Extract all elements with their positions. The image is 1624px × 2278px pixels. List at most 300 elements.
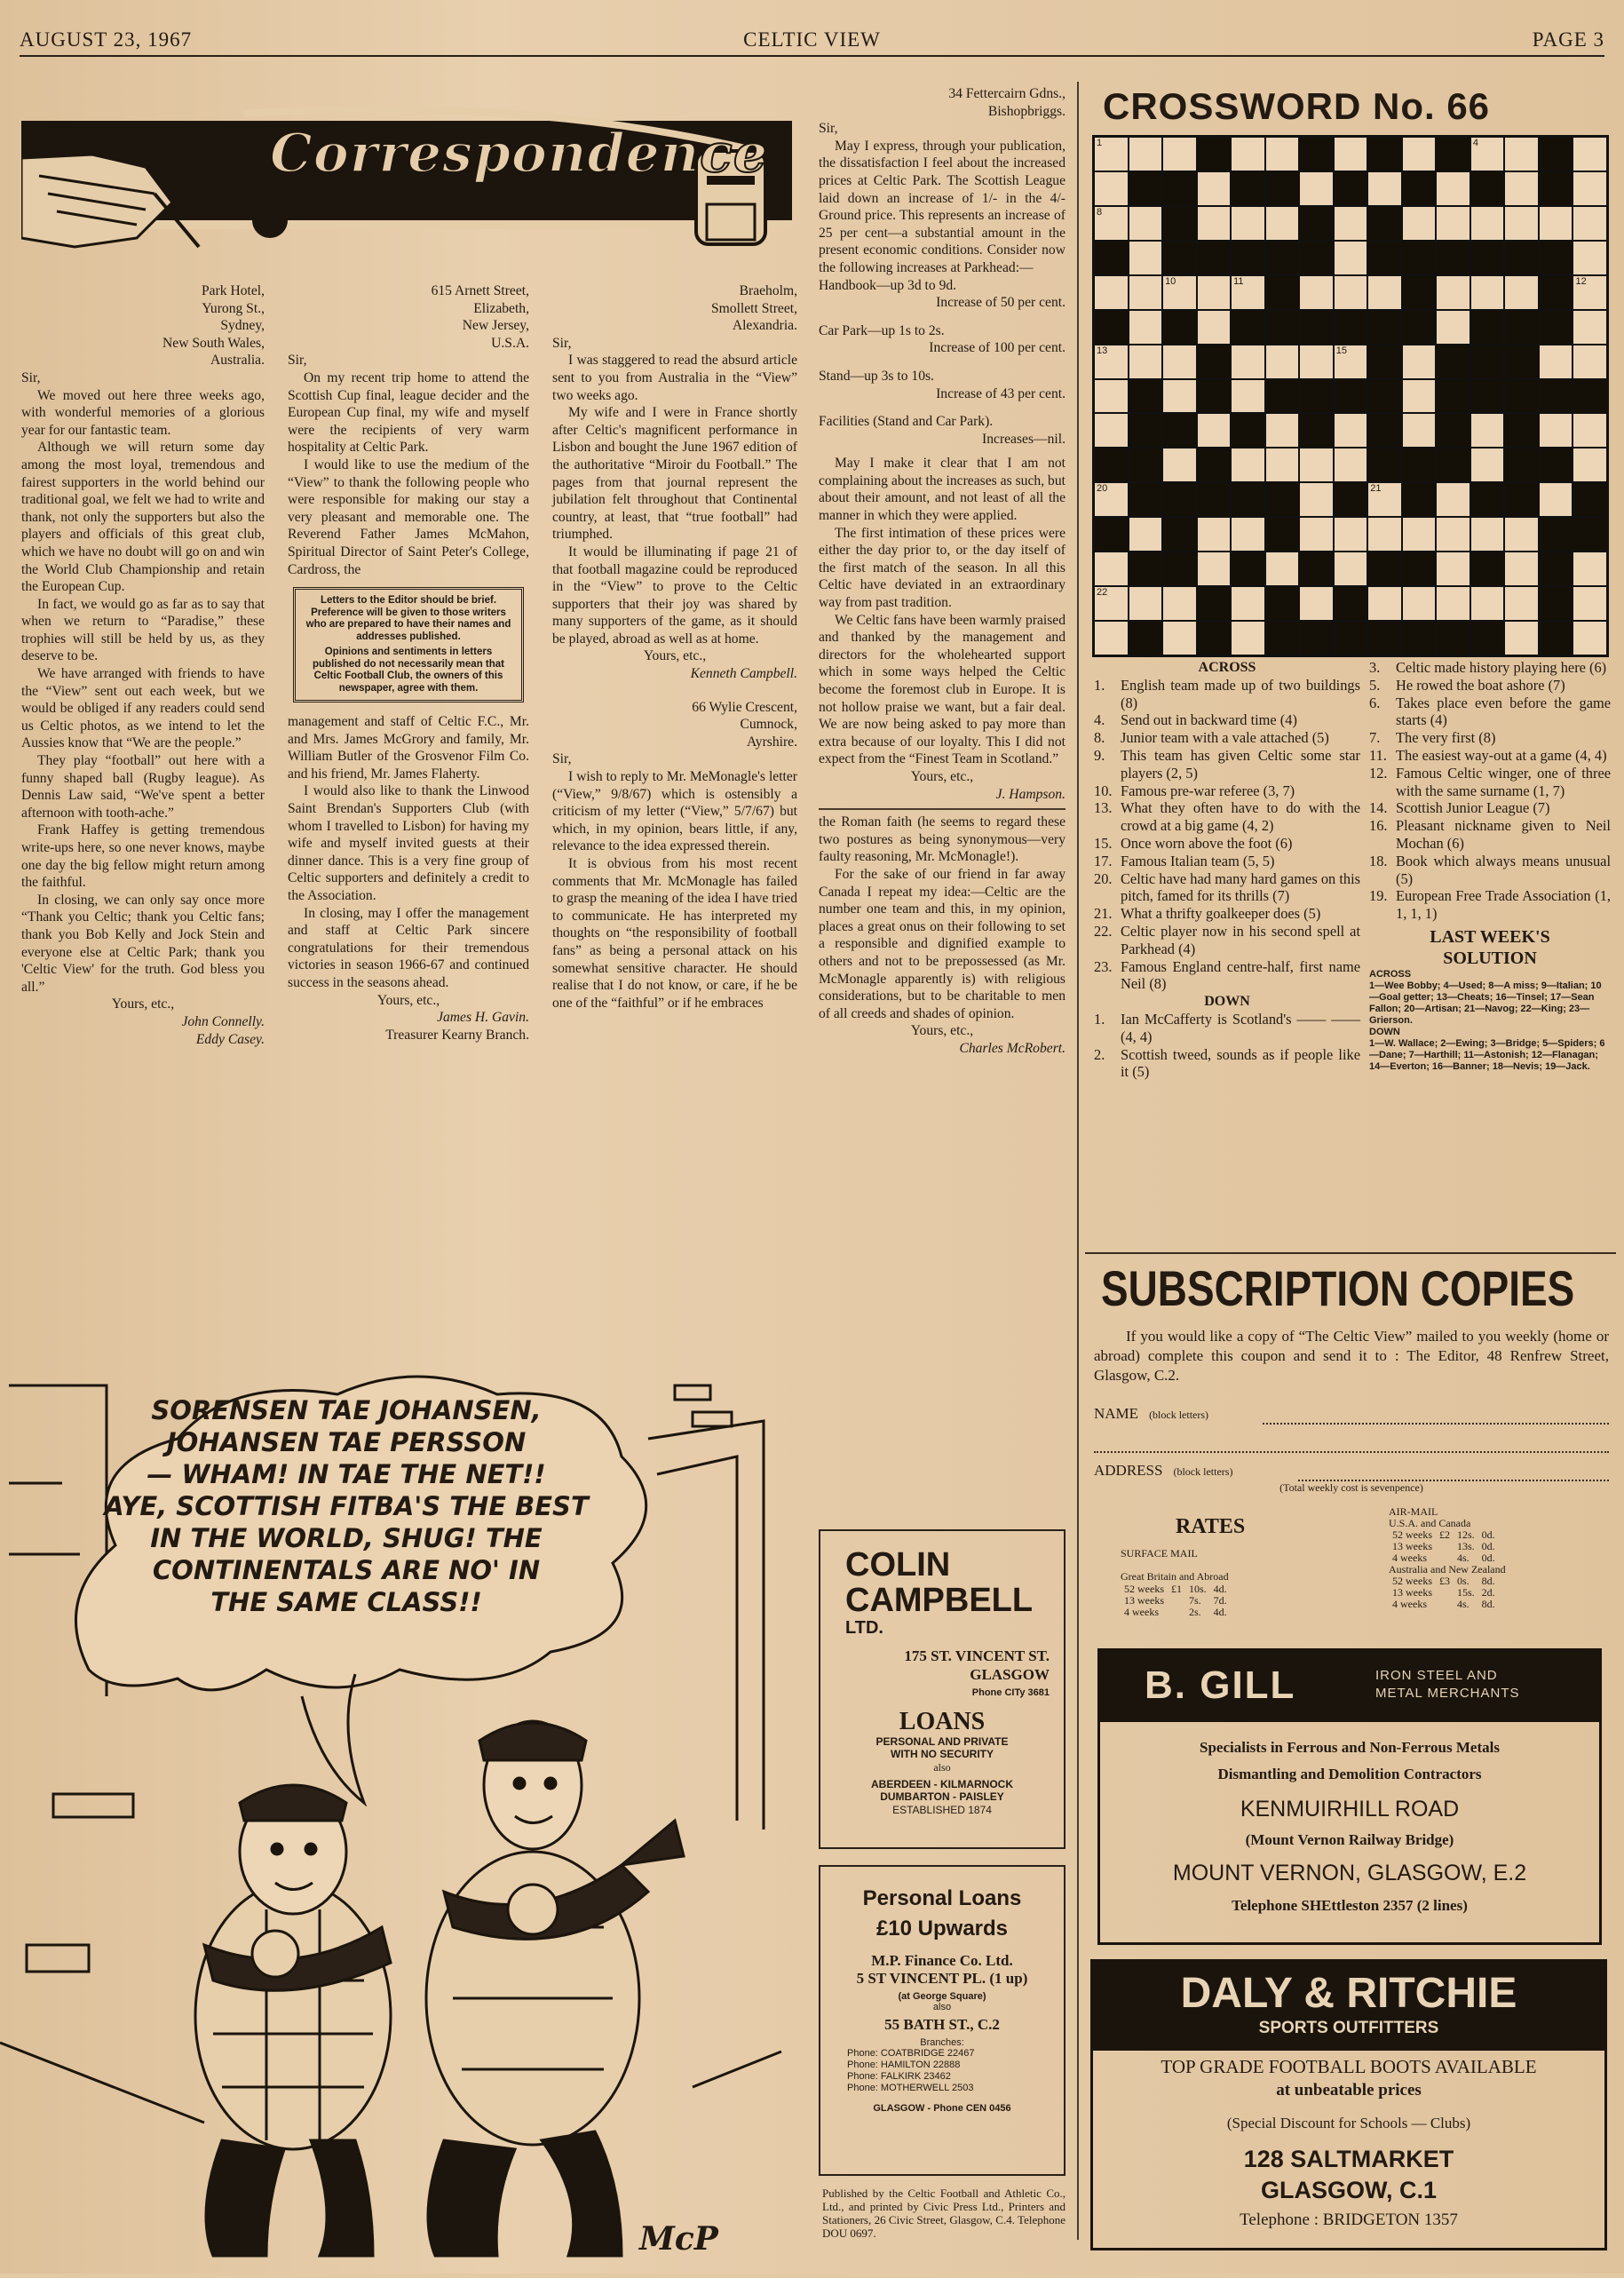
ad-address-2: 55 BATH ST., C.2 xyxy=(884,2016,1000,2033)
crossword-cell[interactable] xyxy=(1573,345,1606,378)
clue xyxy=(1369,853,1611,888)
crossword-cell[interactable] xyxy=(1437,483,1470,516)
clue-text: Famous Celtic winger, one of three with the same surname (1, 7) xyxy=(1396,764,1611,799)
crossword-cell[interactable] xyxy=(1232,345,1264,378)
crossword-cell[interactable] xyxy=(1573,138,1606,171)
crossword-cell[interactable] xyxy=(1232,622,1264,655)
clue-text: Celtic have had many hard games on this pitch, famed for its thrills (7) xyxy=(1121,869,1360,905)
crossword-block xyxy=(1129,483,1162,516)
masthead: CELTIC VIEW xyxy=(743,28,881,51)
crossword-cell[interactable] xyxy=(1471,414,1504,447)
paragraph: Although we will return some day among the most loyal, tremendous and fairest supporters in the world behind our traditional goal, we felt we had to write and thank, not only the supporters but also the players and officials of this great club, which we have no doubt will go on and win the World Club Championship and retain the European Cup. xyxy=(21,440,265,595)
ad-daly-ritchie xyxy=(1090,1959,1607,2250)
crossword-cell[interactable] xyxy=(1403,138,1436,171)
crossword-cell[interactable] xyxy=(1198,207,1231,240)
crossword-cell[interactable] xyxy=(1095,138,1128,171)
crossword-block xyxy=(1163,311,1196,344)
page-header xyxy=(20,27,1604,57)
clue xyxy=(1094,870,1360,906)
crossword-cell[interactable] xyxy=(1095,207,1128,240)
crossword-cell[interactable] xyxy=(1163,138,1196,171)
ad-name: COLIN xyxy=(845,1546,951,1583)
crossword-cell[interactable] xyxy=(1573,207,1606,240)
cell-number: 21 xyxy=(1370,483,1382,495)
crossword-block xyxy=(1335,172,1367,205)
crossword-block xyxy=(1437,622,1470,655)
clue-text: Famous Italian team (5, 5) xyxy=(1121,852,1275,869)
crossword-cell[interactable] xyxy=(1437,276,1470,309)
crossword-cell[interactable] xyxy=(1232,587,1264,620)
crossword-cell[interactable] xyxy=(1437,172,1470,205)
crossword-cell[interactable] xyxy=(1471,276,1504,309)
crossword-cell[interactable] xyxy=(1335,242,1367,274)
ad-address: 175 ST. VINCENT ST. GLASGOW Phone CITy 3681 xyxy=(904,1647,1050,1698)
cell-number: 8 xyxy=(1097,206,1103,218)
crossword-block xyxy=(1163,414,1196,447)
crossword-cell[interactable] xyxy=(1095,622,1128,655)
address-hint: (block letters) xyxy=(1173,1465,1233,1478)
cartoon-speech-bubble: SORENSEN TAE JOHANSEN, JOHANSEN TAE PERSSON — WHAM! IN TAE THE NET!! AYE, SCOTTISH FITBA'S THE BEST IN THE WORLD, SHUG! THE CONTINENTALS ARE NO' IN THE SAME CLASS!! xyxy=(104,1395,589,1617)
crossword-block xyxy=(1300,414,1333,447)
crossword-cell[interactable] xyxy=(1095,276,1128,309)
name-line[interactable] xyxy=(1094,1451,1609,1453)
crossword-cell[interactable] xyxy=(1471,207,1504,240)
clue-number: 6. xyxy=(1369,694,1381,711)
crossword-cell[interactable] xyxy=(1573,552,1606,585)
crossword-cell[interactable] xyxy=(1129,311,1162,344)
crossword-block xyxy=(1540,138,1573,171)
crossword-block xyxy=(1505,242,1538,274)
crossword-cell[interactable] xyxy=(1129,345,1162,378)
crossword-cell[interactable] xyxy=(1573,242,1606,274)
clue-number: 19. xyxy=(1369,887,1388,905)
clue xyxy=(1369,659,1611,677)
crossword-block xyxy=(1300,207,1333,240)
crossword-cell[interactable] xyxy=(1095,380,1128,413)
clue-number: 21. xyxy=(1094,905,1113,923)
subscription-title: SUBSCRIPTION COPIES xyxy=(1101,1260,1575,1316)
paragraph: In fact, we would go as far as to say that when we return to “Paradise,” these trophies will still be held by us, as they deserve to be. xyxy=(21,596,265,664)
paragraph: We moved out here three weeks ago, with wonderful memories of a glorious year for our fantastic team. xyxy=(21,387,265,438)
crossword-block xyxy=(1129,380,1162,413)
ad-body: Specialists in Ferrous and Non-Ferrous Metals Dismantling and Demolition Contractors KENMUIRHILL ROAD (Mount Vernon Railway Bridge) MOUNT VERNON, GLASGOW, E.2 Telephone SHEttleston 2357 (2 lines) xyxy=(1172,1739,1527,1914)
clue-text: What a thrifty goalkeeper does (5) xyxy=(1121,905,1321,923)
crossword-cell[interactable] xyxy=(1129,207,1162,240)
crossword-cell[interactable] xyxy=(1095,345,1128,378)
crossword-cell[interactable] xyxy=(1505,276,1538,309)
crossword-cell[interactable] xyxy=(1300,518,1333,551)
crossword-cell[interactable] xyxy=(1505,622,1538,655)
crossword-cell[interactable] xyxy=(1540,345,1573,378)
crossword-block xyxy=(1163,518,1196,551)
crossword-cell[interactable] xyxy=(1540,483,1573,516)
clue-number: 3. xyxy=(1369,659,1381,676)
crossword-cell[interactable] xyxy=(1471,587,1504,620)
crossword-cell[interactable] xyxy=(1163,587,1196,620)
crossword-block xyxy=(1505,380,1538,413)
crossword-block xyxy=(1095,518,1128,551)
crossword-block xyxy=(1129,414,1162,447)
crossword-cell[interactable] xyxy=(1505,518,1538,551)
clue-text: Book which always means unusual (5) xyxy=(1396,852,1611,887)
crossword-block xyxy=(1368,311,1401,344)
crossword-cell[interactable] xyxy=(1368,172,1401,205)
crossword-cell[interactable] xyxy=(1540,414,1573,447)
crossword-cell[interactable] xyxy=(1198,518,1231,551)
crossword-block xyxy=(1540,380,1573,413)
crossword-cell[interactable] xyxy=(1163,276,1196,309)
crossword-cell[interactable] xyxy=(1437,518,1470,551)
crossword-block xyxy=(1573,483,1606,516)
crossword-block xyxy=(1540,242,1573,274)
crossword-block xyxy=(1198,242,1231,274)
crossword-cell[interactable] xyxy=(1095,587,1128,620)
crossword-cell[interactable] xyxy=(1403,518,1436,551)
clue-text: Celtic made history playing here (6) xyxy=(1396,659,1607,676)
crossword-block xyxy=(1403,172,1436,205)
salutation: Sir, xyxy=(819,121,838,137)
crossword-cell[interactable] xyxy=(1505,207,1538,240)
salutation: Sir, xyxy=(552,335,572,351)
ad-loans: LOANS PERSONAL AND PRIVATE WITH NO SECURITY also ABERDEEN - KILMARNOCK DUMBARTON - PAISLEY ESTABLISHED 1874 xyxy=(871,1708,1013,1816)
crossword-cell[interactable] xyxy=(1437,207,1470,240)
crossword-block xyxy=(1198,587,1231,620)
letter-connelly xyxy=(21,282,265,1048)
paragraph: They play “football” out here with a funny shaped ball (Rugby league). As Dennis Law said, “We've spent a better afternoon with tooth-ache.” xyxy=(21,753,265,821)
crossword-cell[interactable] xyxy=(1368,518,1401,551)
crossword-cell[interactable] xyxy=(1573,622,1606,655)
crossword-cell[interactable] xyxy=(1232,518,1264,551)
clue-number: 5. xyxy=(1369,676,1381,694)
crossword-cell[interactable] xyxy=(1300,172,1333,205)
paragraph: In closing, we can only say once more “Thank you Celtic; thank you Celtic fans; thank you Bob Kelly and Jock Stein and everyone else at Celtic Park; thank you 'Celtic View' for the truth. God bless you all.” xyxy=(21,892,265,995)
crossword-block xyxy=(1198,345,1231,378)
ad-branch-list: Phone: COATBRIDGE 22467 Phone: HAMILTON 22888 Phone: FALKIRK 23462 Phone: MOTHERWELL 2503 xyxy=(847,2048,975,2093)
crossword-cell[interactable] xyxy=(1403,380,1436,413)
name-hint: (block letters) xyxy=(1149,1409,1209,1421)
crossword-cell[interactable] xyxy=(1129,518,1162,551)
crossword-cell[interactable] xyxy=(1403,587,1436,620)
last-week-solution: ACROSS 1—Wee Bobby; 4—Used; 8—A miss; 9—Italian; 10—Goal getter; 13—Cheats; 16—Tinsel; 17—Sean Fallon; 20—Artisan; 21—Navog; 22—King; 23—Grierson. DOWN 1—W. Wallace; 2—Ewing; 3—Bridge; 5—Spiders; 6—Dane; 7—Harthill; 11—Astonish; 12—Flanagan; 14—Everton; 16—Banner; 18—Nevis; 19—Jack. xyxy=(1369,968,1605,1072)
crossword-cell[interactable] xyxy=(1129,587,1162,620)
crossword-cell[interactable] xyxy=(1505,587,1538,620)
crossword-block xyxy=(1471,311,1504,344)
name-label: NAME xyxy=(1094,1405,1139,1422)
crossword-cell[interactable] xyxy=(1232,207,1264,240)
crossword-block xyxy=(1368,448,1401,481)
crossword-cell[interactable] xyxy=(1471,448,1504,481)
paragraph: On my recent trip home to attend the Scottish Cup final, league decider and the European Cup final, my wife and myself were the recipients of very warm hospitality at Celtic Park. xyxy=(288,369,529,456)
crossword-block xyxy=(1266,622,1299,655)
clue-number: 7. xyxy=(1369,729,1381,747)
editor-disclaimer: Opinions and sentiments in letters published do not necessarily mean that Celtic Football Club, the owners of this newspaper, agree with them. xyxy=(313,647,504,694)
cartoonist-signature: McP xyxy=(639,2220,718,2258)
clue xyxy=(1369,747,1611,765)
across-heading: ACROSS xyxy=(1198,660,1256,675)
crossword-cell[interactable] xyxy=(1335,448,1367,481)
crossword-block xyxy=(1232,242,1264,274)
clue-number: 20. xyxy=(1094,869,1113,887)
clue-text: European Free Trade Association (1, 1, 1, 1) xyxy=(1396,887,1611,923)
crossword-cell[interactable] xyxy=(1437,587,1470,620)
crossword-block xyxy=(1505,311,1538,344)
crossword-block xyxy=(1232,414,1264,447)
clue-number: 9. xyxy=(1094,746,1105,764)
crossword-cell[interactable] xyxy=(1335,207,1367,240)
crossword-block xyxy=(1335,311,1367,344)
printer-imprint: Published by the Celtic Football and Athletic Co., Ltd., and printed by Civic Press Ltd., Printers and Stationers, 26 Civic Street, Glasgow, C.4. Telephone DOU 0697. xyxy=(822,2187,1066,2240)
crossword-cell[interactable] xyxy=(1335,414,1367,447)
crossword-cell[interactable] xyxy=(1095,552,1128,585)
letter-address: Braeholm, Smollett Street, Alexandria. xyxy=(710,283,797,334)
page-number: PAGE 3 xyxy=(1532,28,1604,51)
crossword-block xyxy=(1403,552,1436,585)
crossword-block xyxy=(1335,483,1367,516)
crossword-cell[interactable] xyxy=(1095,172,1128,205)
issue-date: AUGUST 23, 1967 xyxy=(20,28,193,51)
crossword-block xyxy=(1300,552,1333,585)
clue-text: Celtic player now in his second spell at Parkhead (4) xyxy=(1121,922,1360,957)
crossword-cell[interactable] xyxy=(1573,276,1606,309)
crossword-cell[interactable] xyxy=(1198,276,1231,309)
clue-number: 8. xyxy=(1094,729,1105,747)
crossword-block xyxy=(1300,311,1333,344)
clue-text: Ian McCafferty is Scotland's —— —— (4, 4) xyxy=(1121,1010,1360,1045)
crossword-block xyxy=(1163,172,1196,205)
crossword-cell[interactable] xyxy=(1232,276,1264,309)
crossword-cell[interactable] xyxy=(1540,207,1573,240)
crossword-block xyxy=(1368,622,1401,655)
crossword-cell[interactable] xyxy=(1198,311,1231,344)
crossword-cell[interactable] xyxy=(1129,276,1162,309)
crossword-cell[interactable] xyxy=(1198,552,1231,585)
crossword-cell[interactable] xyxy=(1266,345,1299,378)
ad-title: Personal Loans xyxy=(862,1886,1022,1910)
ad-banner: B. GILL IRON STEEL AND METAL MERCHANTS xyxy=(1100,1651,1599,1722)
crossword-block xyxy=(1403,622,1436,655)
crossword-cell[interactable] xyxy=(1163,448,1196,481)
crossword-cell[interactable] xyxy=(1335,138,1367,171)
paragraph: For the sake of our friend in far away Canada I repeat my idea:—Celtic are the number one team and this, in my opinion, places a great onus on their following to set a responsible and dignified example to others and not to be prepossessed (as Mr. McMonagle apparently is) with religious considerations, but to be charitable to men of all creeds and shades of opinion. xyxy=(819,866,1066,1021)
crossword-block xyxy=(1300,242,1333,274)
crossword-block xyxy=(1471,622,1504,655)
crossword-cell[interactable] xyxy=(1232,448,1264,481)
crossword-cell[interactable] xyxy=(1505,172,1538,205)
price-item: Handbook—up 3d to 9d. Increase of 50 per cent. xyxy=(819,277,1066,311)
crossword-cell[interactable] xyxy=(1266,207,1299,240)
crossword-block xyxy=(1437,345,1470,378)
clue-text: Pleasant nickname given to Neil Mochan (6) xyxy=(1396,817,1611,852)
crossword-cell[interactable] xyxy=(1403,345,1436,378)
clue-number: 23. xyxy=(1094,957,1113,975)
crossword-cell[interactable] xyxy=(1368,276,1401,309)
ad-address: 5 ST VINCENT PL. (1 up) xyxy=(856,1970,1028,1987)
crossword-cell[interactable] xyxy=(1300,345,1333,378)
ad-ltd: LTD. xyxy=(845,1618,883,1638)
editor-note: Letters to the Editor should be brief. Preference will be given to those writers who are prepared to have their names and addresses published. xyxy=(305,595,511,642)
crossword-cell[interactable] xyxy=(1095,414,1128,447)
name-field[interactable] xyxy=(1094,1405,1609,1428)
crossword-block xyxy=(1266,483,1299,516)
paragraph: We Celtic fans have been warmly praised and thanked by the management and directors for the wholehearted support which in some ways helped the Celtic become the foremost club in Europe. It is not hollow praise we want, but a fair deal. We are now being asked to pay more than extra because of our loyalty. This I did not expect from the “Finest Team in Scotland.” xyxy=(819,612,1066,767)
crossword-cell[interactable] xyxy=(1437,552,1470,585)
crossword-block xyxy=(1095,311,1128,344)
crossword-cell[interactable] xyxy=(1573,448,1606,481)
ad-branches: Branches: xyxy=(920,2037,964,2048)
ad-name: CAMPBELL xyxy=(845,1582,1034,1619)
crossword-block xyxy=(1437,448,1470,481)
crossword-block xyxy=(1300,380,1333,413)
crossword-cell[interactable] xyxy=(1471,138,1504,171)
column-rule xyxy=(1077,82,1079,2240)
crossword-block xyxy=(1266,380,1299,413)
crossword-cell[interactable] xyxy=(1129,138,1162,171)
crossword-block xyxy=(1335,622,1367,655)
crossword-block xyxy=(1368,207,1401,240)
crossword-title: CROSSWORD No. 66 xyxy=(1103,85,1491,127)
ad-amount: £10 Upwards xyxy=(875,1917,1009,1941)
clue-number: 14. xyxy=(1369,799,1388,817)
clue xyxy=(1369,677,1611,695)
crossword-block xyxy=(1540,518,1573,551)
clue xyxy=(1094,1011,1360,1046)
crossword-block xyxy=(1335,380,1367,413)
crossword-cell[interactable] xyxy=(1335,276,1367,309)
cell-number: 1 xyxy=(1097,138,1103,148)
crossword-cell[interactable] xyxy=(1095,483,1128,516)
crossword-cell[interactable] xyxy=(1300,587,1333,620)
paragraph: It would be illuminating if page 21 of that football magazine could be reproduced in the “View” to prove to the Celtic supporters that their joy was shared by many supporters of the game, as it should be played, abroad as well as at home. xyxy=(552,544,797,647)
paragraph: I would like to use the medium of the “View” to thank the following people who were responsible for making our stay a very pleasant and memorable one. The Reverend Father James McMahon, Spiritual Director of Saint Peter's College, Cardross, the xyxy=(288,456,529,577)
paragraph: I would also like to thank the Linwood Saint Brendan's Supporters Club (with whom I travelled to Lisbon) for having my wife and myself invited guests at their dinner dance. This is a very fine group of Celtic supporters and definitely a credit to the Association. xyxy=(288,783,529,904)
paragraph: I was staggered to read the absurd article sent to you from Australia in the “View” two weeks ago. xyxy=(552,353,797,403)
crossword-cell[interactable] xyxy=(1335,518,1367,551)
cartoon xyxy=(0,1359,799,2274)
signature: James H. Gavin. Treasurer Kearny Branch. xyxy=(385,1010,529,1043)
crossword-cell[interactable] xyxy=(1335,345,1367,378)
signature: John Connelly. Eddy Casey. xyxy=(181,1013,265,1047)
clue xyxy=(1094,782,1360,800)
subscription-text: If you would like a copy of “The Celtic View” mailed to you weekly (home or abroad) complete this coupon and send it to : The Editor, 48 Renfrew Street, Glasgow, C.2. xyxy=(1094,1328,1609,1384)
signoff: Yours, etc., xyxy=(643,648,707,664)
crossword-cell[interactable] xyxy=(1129,242,1162,274)
crossword-cell[interactable] xyxy=(1300,276,1333,309)
clue-number: 2. xyxy=(1094,1045,1105,1063)
clue-text: Famous England centre-half, first name Neil (8) xyxy=(1121,957,1360,993)
clue-text: Scottish Junior League (7) xyxy=(1396,799,1550,817)
crossword-block xyxy=(1573,380,1606,413)
crossword-block xyxy=(1403,276,1436,309)
clue-number: 16. xyxy=(1369,817,1388,835)
clue-text: Takes place even before the game starts (4) xyxy=(1396,694,1611,729)
clue xyxy=(1369,887,1611,923)
crossword-cell[interactable] xyxy=(1232,138,1264,171)
crossword-block xyxy=(1403,311,1436,344)
crossword-block xyxy=(1471,552,1504,585)
clue xyxy=(1094,1046,1360,1082)
crossword-block xyxy=(1540,448,1573,481)
crossword-cell[interactable] xyxy=(1300,448,1333,481)
crossword-cell[interactable] xyxy=(1232,380,1264,413)
clues-across xyxy=(1094,659,1360,1081)
crossword-cell[interactable] xyxy=(1198,172,1231,205)
crossword-cell[interactable] xyxy=(1163,622,1196,655)
crossword-block xyxy=(1368,242,1401,274)
crossword-block xyxy=(1300,138,1333,171)
crossword-cell[interactable] xyxy=(1266,414,1299,447)
crossword-block xyxy=(1437,242,1470,274)
crossword-cell[interactable] xyxy=(1573,587,1606,620)
crossword-cell[interactable] xyxy=(1403,414,1436,447)
paragraph: We have arranged with friends to have the “View” sent out each week, but we would be obliged if any readers could send us Celtic photos, as we intend to let the Aussies know that “We are the people.” xyxy=(21,666,265,751)
crossword-cell[interactable] xyxy=(1335,552,1367,585)
crossword-block xyxy=(1095,448,1128,481)
paragraph: It is obvious from his most recent comments that Mr. McMonagle has failed to grasp the meaning of the idea I have tried to communicate. He has interpreted my thoughts on “the responsibility of football fans” as being a personal attack on his somewhat sensitive character. He should realise that I do not know, or care, if he be one of the “faithful” or if he embraces xyxy=(552,856,797,1011)
crossword-cell[interactable] xyxy=(1368,483,1401,516)
crossword-cell[interactable] xyxy=(1266,138,1299,171)
crossword-cell[interactable] xyxy=(1505,138,1538,171)
crossword-block xyxy=(1471,380,1504,413)
crossword-block xyxy=(1266,242,1299,274)
crossword-cell[interactable] xyxy=(1573,311,1606,344)
crossword-cell[interactable] xyxy=(1266,552,1299,585)
ad-body: TOP GRADE FOOTBALL BOOTS AVAILABLE at unbeatable prices (Special Discount for Schools — Clubs) 128 SALTMARKET GLASGOW, C.1 Telephone : BRIDGETON 1357 xyxy=(1161,2056,1537,2229)
crossword-cell[interactable] xyxy=(1437,311,1470,344)
crossword-block xyxy=(1403,483,1436,516)
clue xyxy=(1094,799,1360,835)
crossword-cell[interactable] xyxy=(1573,414,1606,447)
salutation: Sir, xyxy=(288,353,307,369)
cell-number: 11 xyxy=(1233,275,1244,287)
crossword-block xyxy=(1266,172,1299,205)
salutation: Sir, xyxy=(21,369,41,385)
crossword-block xyxy=(1368,552,1401,585)
crossword-cell[interactable] xyxy=(1163,380,1196,413)
crossword-cell[interactable] xyxy=(1300,483,1333,516)
crossword-cell[interactable] xyxy=(1505,552,1538,585)
price-item: Stand—up 3s to 10s. Increase of 43 per cent. xyxy=(819,368,1066,401)
crossword-block xyxy=(1163,242,1196,274)
paragraph: the Roman faith (he seems to regard these two postures as being synonymous—very faulty reasoning, Mr. McMonagle!). xyxy=(819,814,1066,865)
solution-title: LAST WEEK'S SOLUTION xyxy=(1430,926,1550,968)
crossword-block xyxy=(1129,622,1162,655)
crossword-cell[interactable] xyxy=(1266,448,1299,481)
crossword-block xyxy=(1163,552,1196,585)
clue-text: This team has given Celtic some star players (2, 5) xyxy=(1121,746,1360,782)
clue-text: Once worn above the foot (6) xyxy=(1121,834,1293,852)
crossword-block xyxy=(1095,242,1128,274)
crossword-cell[interactable] xyxy=(1471,518,1504,551)
crossword-block xyxy=(1198,622,1231,655)
ad-b-gill xyxy=(1097,1648,1602,1945)
crossword-cell[interactable] xyxy=(1368,587,1401,620)
crossword-cell[interactable] xyxy=(1163,345,1196,378)
clue-number: 18. xyxy=(1369,852,1388,869)
clue xyxy=(1094,711,1360,729)
crossword-cell[interactable] xyxy=(1573,172,1606,205)
crossword-cell[interactable] xyxy=(1403,207,1436,240)
crossword-block xyxy=(1368,345,1401,378)
crossword-grid[interactable] xyxy=(1092,135,1609,657)
clue xyxy=(1369,765,1611,800)
crossword-block xyxy=(1368,138,1401,171)
clue xyxy=(1094,853,1360,870)
crossword-block xyxy=(1368,414,1401,447)
clue-number: 12. xyxy=(1369,764,1388,782)
letter-campbell xyxy=(552,282,797,1012)
clue-number: 17. xyxy=(1094,852,1113,869)
crossword-cell[interactable] xyxy=(1198,414,1231,447)
